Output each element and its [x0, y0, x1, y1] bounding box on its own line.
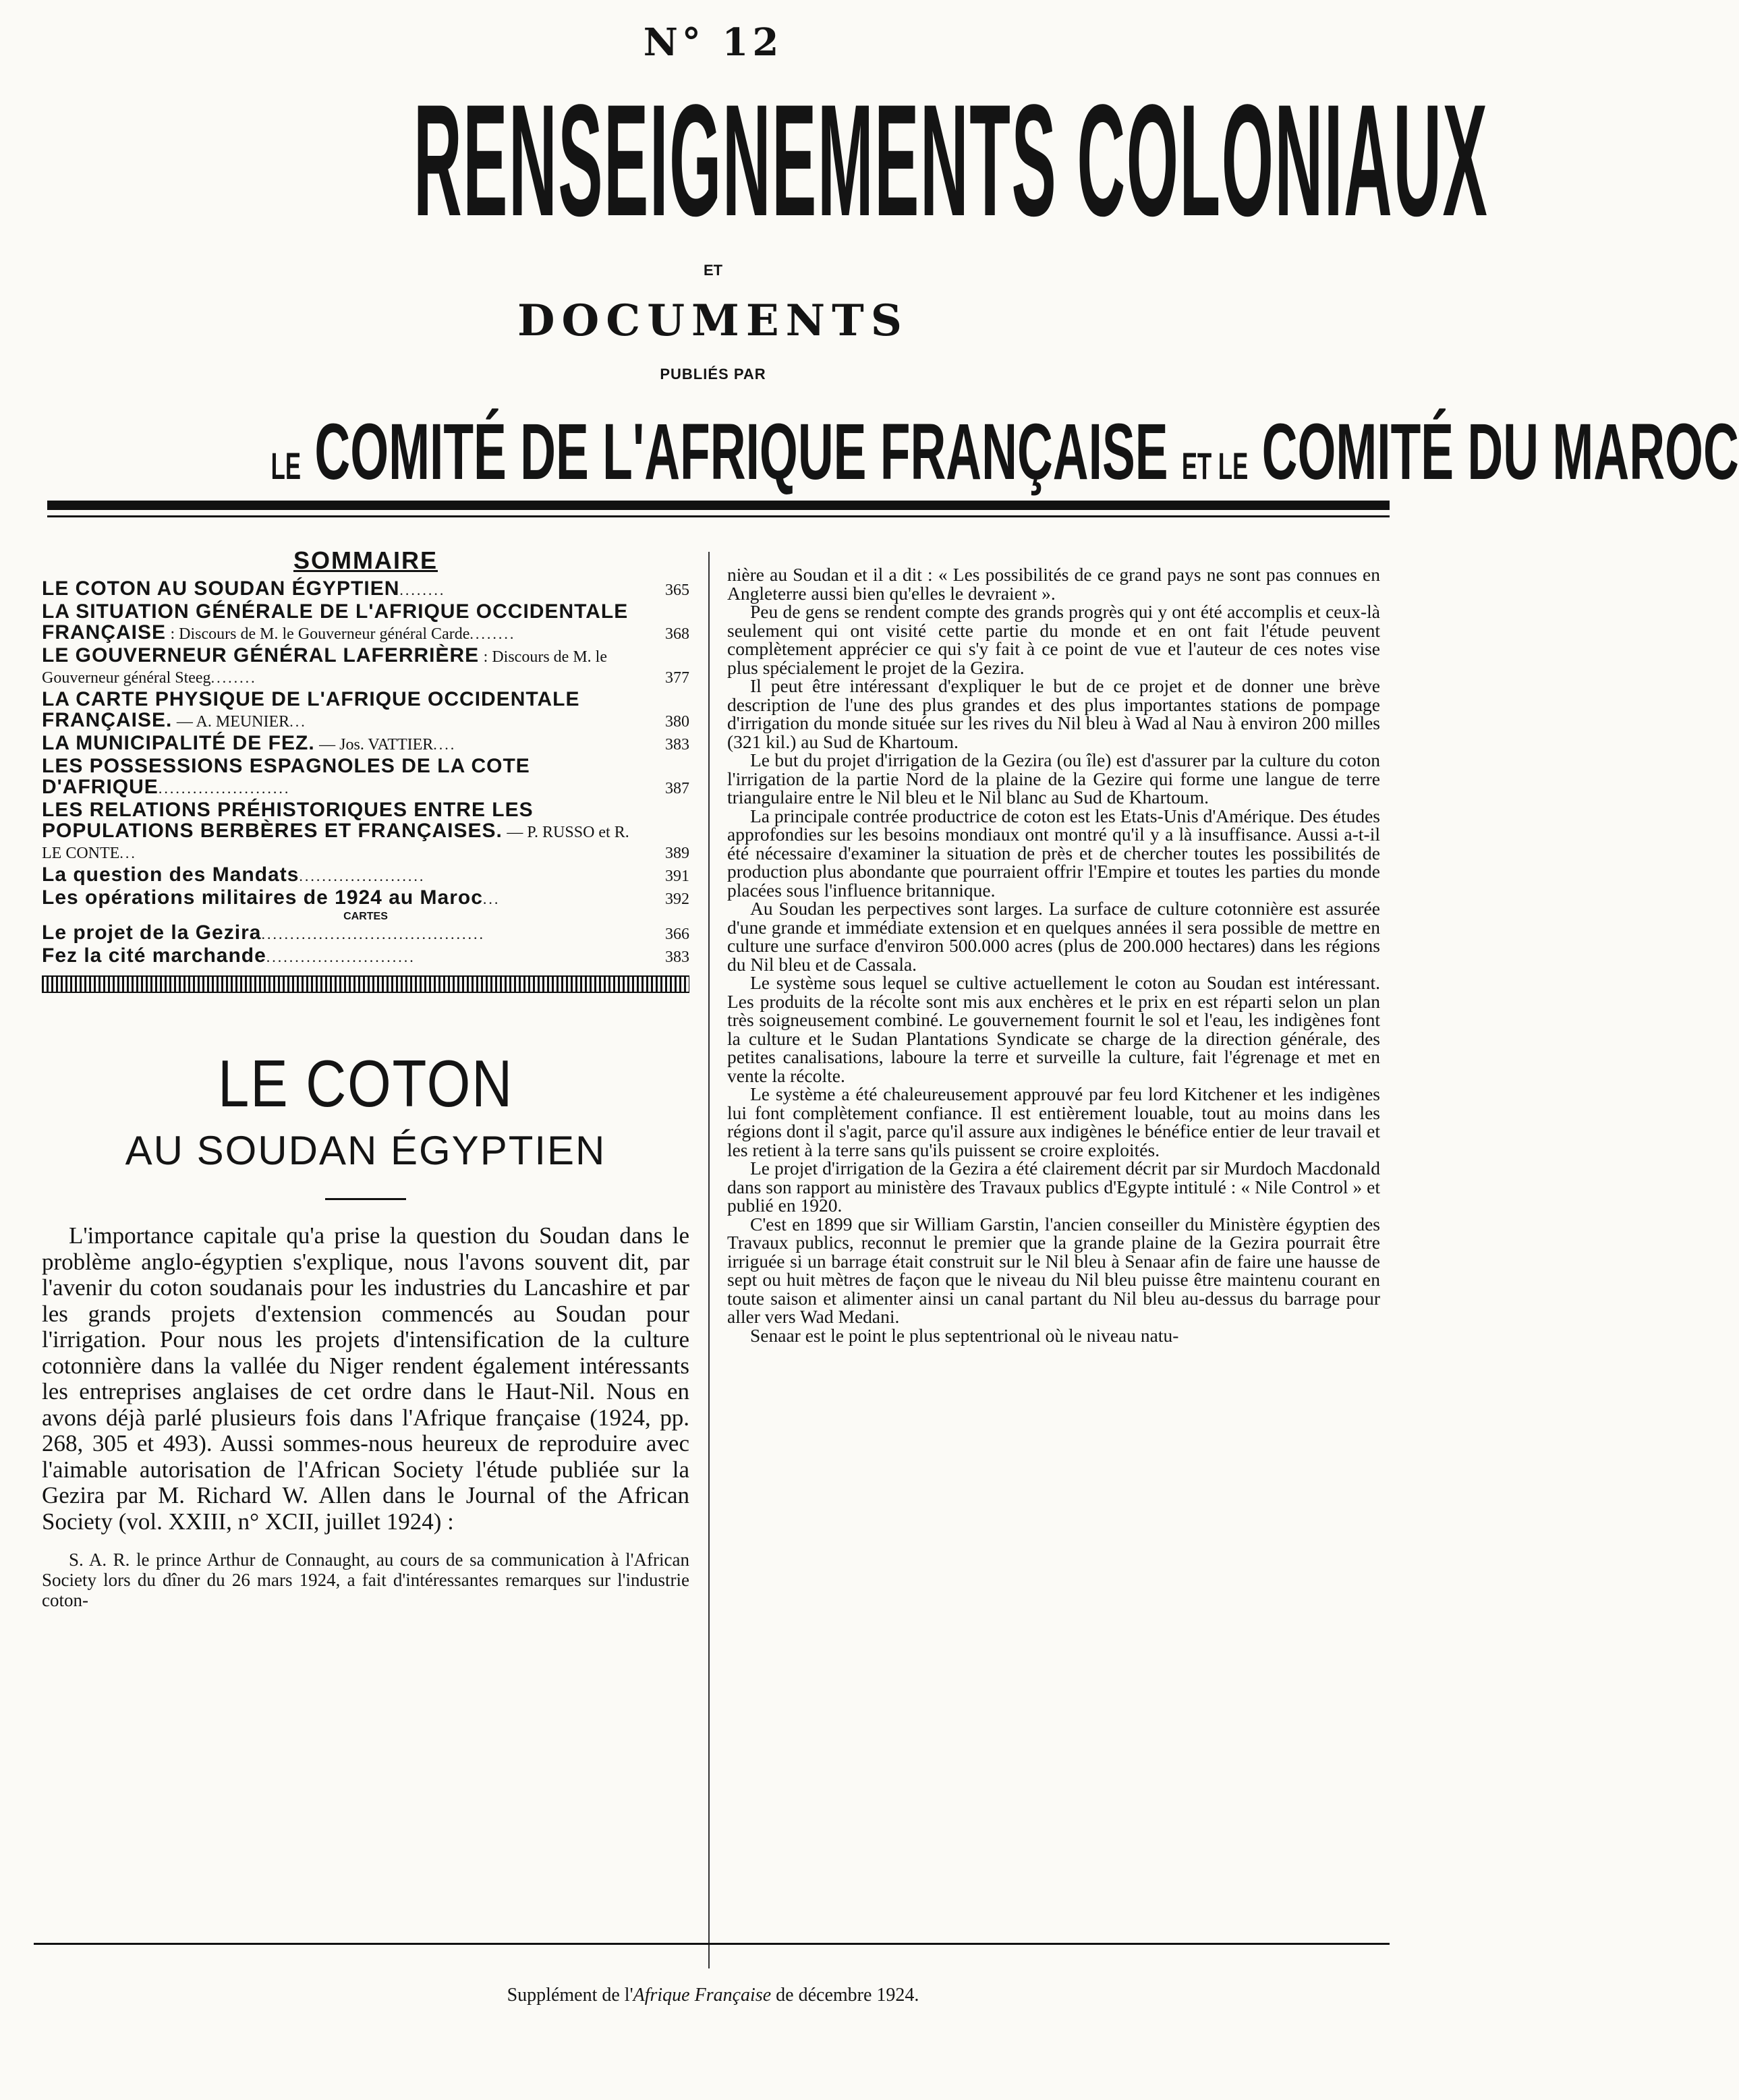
toc-page: 389 — [665, 845, 689, 862]
sommaire-heading: SOMMAIRE — [293, 546, 438, 574]
paragraph: La principale contrée productrice de coton est les Etats-Unis d'Amérique. Des études approfondies sur les besoins mondiaux ont montré qu'il y a là insuffisance. Aussi a-t-il été nécessaire d'examiner la situation de près et de chercher toutes les possibilités de production plus abondante que pourraient offrir l'Empire et toutes les parties du monde placées sous l'influence britannique. — [727, 805, 1380, 901]
toc-page: 377 — [665, 669, 689, 687]
paragraph: Le système sous lequel se cultive actuellement le coton au Soudan est intéressant. Les produits de la récolte sont mis aux enchères et le prix en est réparti selon un plan très soigneusement combiné. Le gouvernement fournit le sol et l'eau, les indigènes font la culture et le Sudan Plantations Syndicate se charge de la direction générale, des petites canalisations, laboure la terre et surveille la culture, fait l'égrenage et met en vente la récolte. — [727, 972, 1380, 1086]
toc-item[interactable]: LES POSSESSIONS ESPAGNOLES DE LA COTE D'AFRIQUE....................... 387 — [42, 755, 689, 798]
masthead-rule-thick — [47, 501, 1390, 510]
toc-item[interactable]: LES RELATIONS PRÉHISTORIQUES ENTRE LES POPULATIONS BERBÈRES ET FRANÇAISES. — P. RUSSO et R. LE CONTE... 389 — [42, 799, 689, 862]
toc-page: 383 — [665, 736, 689, 754]
left-column — [42, 546, 689, 1610]
ornament-rule — [42, 975, 689, 993]
article-subtitle: AU SOUDAN ÉGYPTIEN — [125, 1128, 606, 1173]
carte-item[interactable]: Le projet de la Gezira....................................... 366 — [42, 921, 689, 944]
column-rule — [708, 552, 710, 1968]
paragraph: C'est en 1899 que sir William Garstin, l'ancien conseiller du Ministère égyptien des Travaux publics, reconnut le premier que la grande plaine de la Gezira pourrait être irriguée si un barrage était construit sur le Nil bleu à Senaar afin de faire une hausse de sept ou huit mètres de façon que le niveau du Nil bleu puisse être maintenu courant en toute saison et alimenter ainsi un canal partant du Nil bleu au-dessus du barrage pour aller vers Wad Medani. — [727, 1213, 1380, 1327]
carte-item[interactable]: Fez la cité marchande.......................... 383 — [42, 944, 689, 967]
publisher-line — [270, 398, 1739, 506]
cartes-heading: CARTES — [343, 911, 388, 922]
paragraph: Le système a été chaleureusement approuvé par feu lord Kitchener et les indigènes lui font complètement confiance. Il est entièrement louable, tout au moins dans les régions dont il s'agit, parce qu'il assure aux indigènes le bénéfice entier de leur travail et les retient à la terre sans qu'ils puissent se croire exploités. — [727, 1083, 1380, 1160]
issue-number: N° 12 — [643, 20, 783, 65]
toc-page: 380 — [665, 713, 689, 731]
toc-item[interactable]: LE GOUVERNEUR GÉNÉRAL LAFERRIÈRE : Discours de M. le Gouverneur général Steeg........ 377 — [42, 644, 689, 687]
toc-page: 365 — [665, 581, 689, 599]
paragraph: Le but du projet d'irrigation de la Gezira (ou île) est d'assurer par la culture du coton l'irrigation de la partie Nord de la plaine de la Gezire qui forme une langue de terre triangulaire entre le Nil bleu et le Nil blanc au Sud de Khartoum. — [727, 749, 1380, 807]
toc-page: 391 — [665, 868, 689, 885]
publisher-comite-afrique: COMITÉ DE L'AFRIQUE FRANÇAISE — [314, 407, 1168, 496]
carte-page: 383 — [665, 948, 689, 966]
toc-page: 392 — [665, 890, 689, 908]
carte-page: 366 — [665, 926, 689, 943]
publisher-et-le: ET LE — [1181, 445, 1249, 487]
paragraph: Au Soudan les perpectives sont larges. La surface de culture cotonnière est assurée d'une grande et immédiate extension et en quelques années il sera possible de mettre en culture une surface d'environ 500.000 acres (plus de 200.000 hectares) dans les régions du Nil bleu et de Cassala. — [727, 898, 1380, 975]
article-body-start: S. A. R. le prince Arthur de Connaught, au cours de sa communication à l'African Society lors du dîner du 26 mars 1924, a fait d'intéressantes remarques sur l'industrie coton- — [42, 1550, 689, 1610]
toc-item[interactable]: LA SITUATION GÉNÉRALE DE L'AFRIQUE OCCIDENTALE FRANÇAISE : Discours de M. le Gouverneur général Carde........ 368 — [42, 600, 689, 644]
toc-item[interactable]: LE COTON AU SOUDAN ÉGYPTIEN........ 365 — [42, 577, 689, 600]
footer-rule — [34, 1943, 1390, 1945]
sommaire-list — [42, 579, 689, 909]
publisher-comite-maroc: COMITÉ DU MAROC — [1261, 407, 1739, 496]
article-title: LE COTON — [218, 1046, 513, 1120]
paragraph: Le projet d'irrigation de la Gezira a été clairement décrit par sir Murdoch Macdonald dans son rapport au ministère des Travaux publics d'Egypte intitulé : « Nile Control » et publié en 1920. — [727, 1158, 1380, 1216]
masthead-rule-thin — [47, 515, 1390, 517]
publisher-le: LE — [270, 445, 302, 487]
masthead-documents: DOCUMENTS — [517, 295, 909, 346]
title-divider — [325, 1198, 406, 1200]
paragraph: nière au Soudan et il a dit : « Les possibilités de ce grand pays ne sont pas connues en Angleterre aussi bien qu'elles le devraient ». — [727, 564, 1380, 604]
right-column — [727, 565, 1380, 1344]
paragraph: Peu de gens se rendent compte des grands progrès qui y ont été accomplis et ceux-là seulement qui ont visité cette partie du monde et en ont fait l'étude peuvent complètement apprécier ce qui s'y fait à ce point de vue et l'auteur de ces notes vise plus spécialement le projet de la Gezira. — [727, 601, 1380, 678]
footer-journal: Afrique Française — [633, 1985, 772, 2006]
toc-item[interactable]: LA MUNICIPALITÉ DE FEZ. — Jos. VATTIER.... 383 — [42, 732, 689, 754]
toc-item[interactable]: LA CARTE PHYSIQUE DE L'AFRIQUE OCCIDENTALE FRANÇAISE. — A. MEUNIER... 380 — [42, 688, 689, 731]
toc-page: 387 — [665, 780, 689, 797]
toc-item[interactable]: Les opérations militaires de 1924 au Maroc... 392 — [42, 886, 689, 909]
masthead-et: ET — [703, 262, 723, 279]
footer-note: Supplément de l'Afrique Française de décembre 1924. — [507, 1985, 919, 2006]
paragraph: Il peut être intéressant d'expliquer le but de ce projet et de donner une brève description de l'une des plus grandes et des plus importantes stations de pompage d'irrigation du monde située sur les rives du Nil bleu à Wad al Nau à environ 200 milles (321 kil.) au Sud de Khartoum. — [727, 675, 1380, 752]
masthead-publies-par: PUBLIÉS PAR — [660, 366, 766, 382]
toc-page: 368 — [665, 625, 689, 643]
toc-item[interactable]: La question des Mandats...................... 391 — [42, 863, 689, 886]
paragraph: Senaar est le point le plus septentrional où le niveau natu- — [750, 1324, 1179, 1346]
article-intro: L'importance capitale qu'a prise la question du Soudan dans le problème anglo-égyptien s'explique, nous l'avons souvent dit, par l'avenir du coton soudanais pour les industries du Lancashire et par les grands projets d'extension commencés au Soudan pour l'irrigation. Pour nous les projets d'intensification de la culture cotonnière dans la vallée du Niger rendent également intéressants les entreprises anglaises de cet ordre dans le Haut-Nil. Nous en avons déjà parlé plusieurs fois dans l'Afrique française (1924, pp. 268, 305 et 493). Aussi sommes-nous heureux de reproduire avec l'aimable autorisation de l'African Society l'étude publiée sur la Gezira par M. Richard W. Allen dans le Journal of the African Society (vol. XXIII, n° XCII, juillet 1924) : — [42, 1222, 689, 1535]
masthead-title: RENSEIGNEMENTS COLONIAUX — [414, 72, 1489, 250]
